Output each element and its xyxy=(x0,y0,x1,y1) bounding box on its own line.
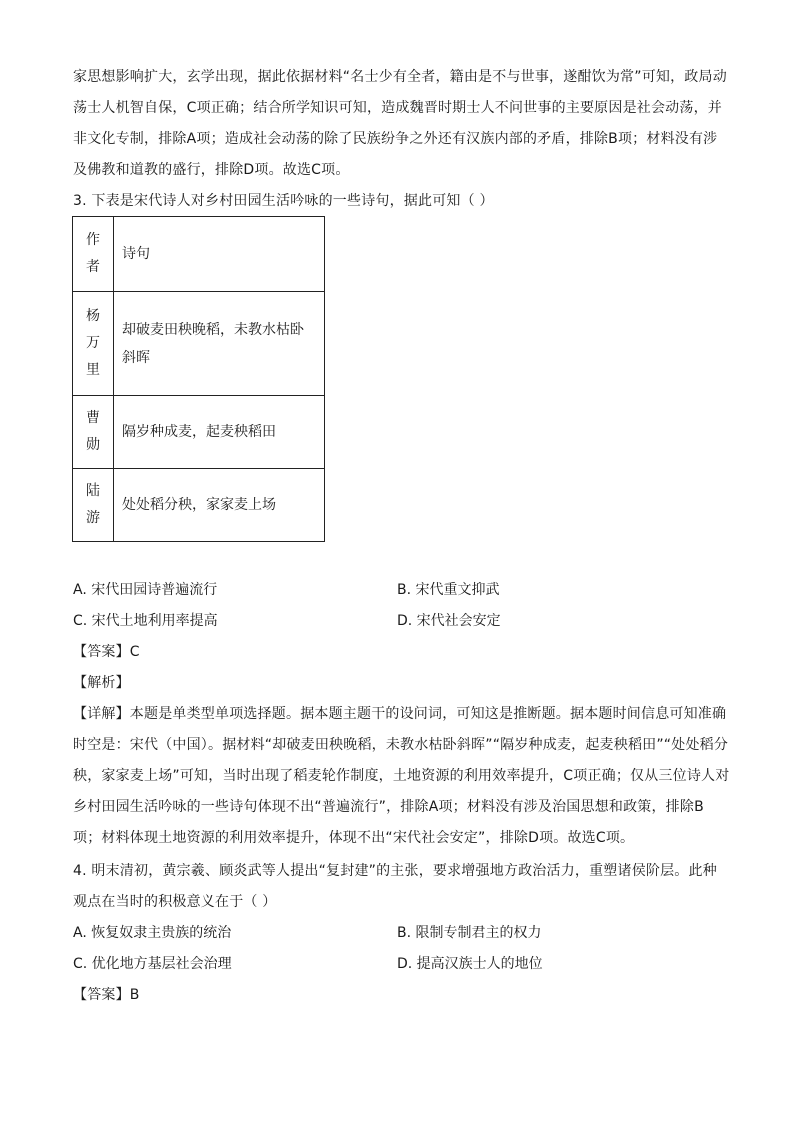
intro-line-2: 荡士人机智自保，C项正确；结合所学知识可知，造成魏晋时期士人不问世事的主要原因是社会动荡，并 xyxy=(73,100,722,116)
question-4-stem-line-2: 观点在当时的积极意义在于（ ） xyxy=(73,894,277,910)
header-author-char: 作 xyxy=(86,232,100,248)
q4-option-d: D. 提高汉族士人的地位 xyxy=(397,956,543,972)
author-char: 里 xyxy=(86,362,100,378)
table-row xyxy=(73,292,325,396)
header-poem-cell: 诗句 xyxy=(114,217,325,292)
intro-line-3: 非文化专制，排除A项；造成社会动荡的除了民族纷争之外还有汉族内部的矛盾，排除B项；材料没有涉 xyxy=(73,131,718,147)
poem-cell xyxy=(114,292,325,396)
q4-option-c: C. 优化地方基层社会治理 xyxy=(73,956,232,972)
poem-cell: 处处稻分秧，家家麦上场 xyxy=(114,469,325,542)
poem-line: 斜晖 xyxy=(122,349,150,366)
author-char: 曹 xyxy=(86,410,100,426)
poem-line: 却破麦田秧晚稻，未教水枯卧 xyxy=(122,321,304,338)
question-4-stem-line-1: 4. 明末清初，黄宗羲、顾炎武等人提出“复封建”的主张，要求增强地方政治活力，重塑诸侯阶层。此种 xyxy=(73,863,717,879)
q3-analysis-label: 【解析】 xyxy=(73,675,130,691)
header-author-cell xyxy=(73,217,114,292)
author-cell xyxy=(73,292,114,396)
q3-detail-line-4: 乡村田园生活吟咏的一些诗句体现不出“普遍流行”，排除A项；材料没有涉及治国思想和政策，排除B xyxy=(73,799,704,815)
poem-table xyxy=(72,216,325,542)
q3-detail-line-1: 【详解】本题是单类型单项选择题。据本题主题干的设问词，可知这是推断题。据本题时间信息可知准确 xyxy=(73,706,727,722)
q3-option-a: A. 宋代田园诗普遍流行 xyxy=(73,582,218,598)
q3-option-c: C. 宋代土地利用率提高 xyxy=(73,613,218,629)
q4-answer: 【答案】B xyxy=(73,987,140,1003)
author-char: 游 xyxy=(86,510,100,526)
table-header-row xyxy=(73,217,325,292)
intro-line-4: 及佛教和道教的盛行，排除D项。故选C项。 xyxy=(73,162,350,178)
author-char: 杨 xyxy=(86,308,100,324)
author-char: 万 xyxy=(86,335,100,351)
poem-cell: 隔岁种成麦，起麦秧稻田 xyxy=(114,396,325,469)
q3-detail-line-3: 秧，家家麦上场”可知，当时出现了稻麦轮作制度，土地资源的利用效率提升，C项正确；仅从三位诗人对 xyxy=(73,768,730,784)
intro-line-1: 家思想影响扩大，玄学出现，据此依据材料“名士少有全者，籍由是不与世事，遂酣饮为常”可知，政局动 xyxy=(73,69,727,85)
q3-option-b: B. 宋代重文抑武 xyxy=(397,582,500,598)
q3-detail-line-5: 项；材料体现土地资源的利用效率提升，体现不出“宋代社会安定”，排除D项。故选C项。 xyxy=(73,830,635,846)
q3-answer: 【答案】C xyxy=(73,644,140,660)
q3-option-d: D. 宋代社会安定 xyxy=(397,613,501,629)
q4-option-b: B. 限制专制君主的权力 xyxy=(397,925,542,941)
table-row xyxy=(73,396,325,469)
table-row xyxy=(73,469,325,542)
q4-option-a: A. 恢复奴隶主贵族的统治 xyxy=(73,925,232,941)
author-cell xyxy=(73,469,114,542)
header-author-char: 者 xyxy=(86,259,100,275)
author-char: 勋 xyxy=(86,437,100,453)
q3-detail-line-2: 时空是：宋代（中国）。据材料“却破麦田秧晚稻，未教水枯卧斜晖”“隔岁种成麦，起麦秧稻田”“处处稻分 xyxy=(73,737,729,753)
author-cell xyxy=(73,396,114,469)
question-3-stem: 3. 下表是宋代诗人对乡村田园生活吟咏的一些诗句，据此可知（ ） xyxy=(73,193,494,209)
author-char: 陆 xyxy=(86,483,100,499)
